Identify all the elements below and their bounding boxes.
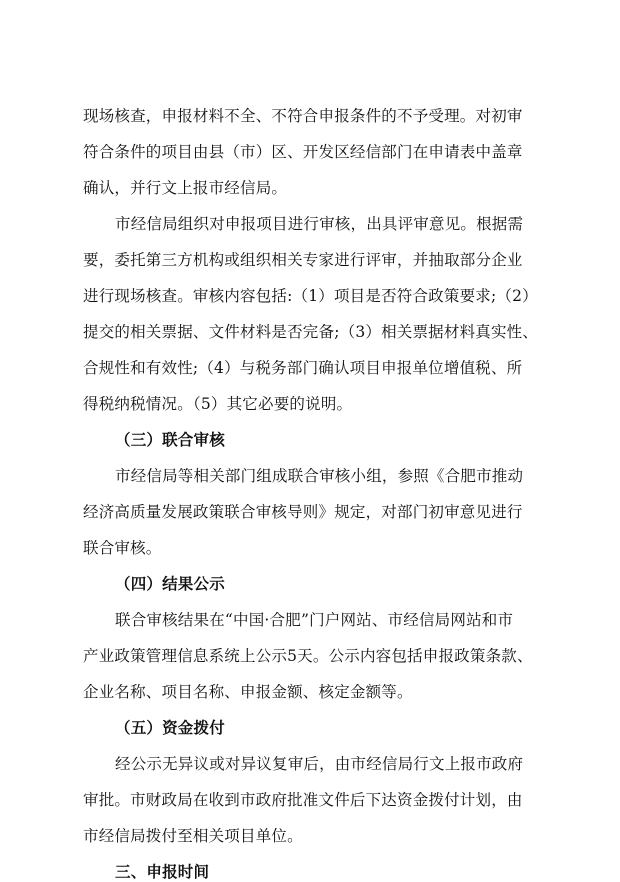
body-text-line: 得税纳税情况。（5）其它必要的说明。	[83, 395, 353, 413]
body-text-line: 产业政策管理信息系统上公示5天。公示内容包括申报政策条款、	[83, 647, 533, 665]
body-text-line: 确认，并行文上报市经信局。	[83, 179, 288, 197]
body-text-line: 企业名称、项目名称、申报金额、核定金额等。	[83, 683, 413, 701]
section-heading: （四）结果公示	[115, 574, 225, 593]
body-text-line: 要，委托第三方机构或组织相关专家进行评审，并抽取部分企业	[83, 251, 523, 269]
body-text-line: 经济高质量发展政策联合审核导则》规定，对部门初审意见进行	[83, 503, 523, 521]
body-text-line: 联合审核。	[83, 539, 162, 557]
section-heading: （五）资金拨付	[115, 718, 225, 737]
section-heading: （三）联合审核	[115, 430, 225, 449]
body-text-line: 合规性和有效性;（4）与税务部门确认项目申报单位增值税、所	[83, 359, 523, 377]
body-text-line: 提交的相关票据、文件材料是否完备;（3）相关票据材料真实性、	[83, 323, 539, 341]
paragraph-start-line: 联合审核结果在“中国·合肥”门户网站、市经信局网站和市	[115, 611, 514, 629]
paragraph-start-line: 市经信局等相关部门组成联合审核小组，参照《合肥市推动	[115, 467, 524, 485]
paragraph-start-line: 经公示无异议或对异议复审后，由市经信局行文上报市政府	[115, 755, 524, 773]
chapter-heading: 三、申报时间	[115, 862, 210, 881]
body-text-line: 市经信局拨付至相关项目单位。	[83, 827, 303, 845]
body-text-line: 进行现场核查。审核内容包括:（1）项目是否符合政策要求;（2）	[83, 287, 538, 305]
body-text-line: 审批。市财政局在收到市政府批准文件后下达资金拨付计划，由	[83, 791, 523, 809]
body-text-line: 现场核查，申报材料不全、不符合申报条件的不予受理。对初审	[83, 107, 523, 125]
body-text-line: 符合条件的项目由县（市）区、开发区经信部门在申请表中盖章	[83, 143, 523, 161]
paragraph-start-line: 市经信局组织对申报项目进行审核，出具评审意见。根据需	[115, 215, 524, 233]
